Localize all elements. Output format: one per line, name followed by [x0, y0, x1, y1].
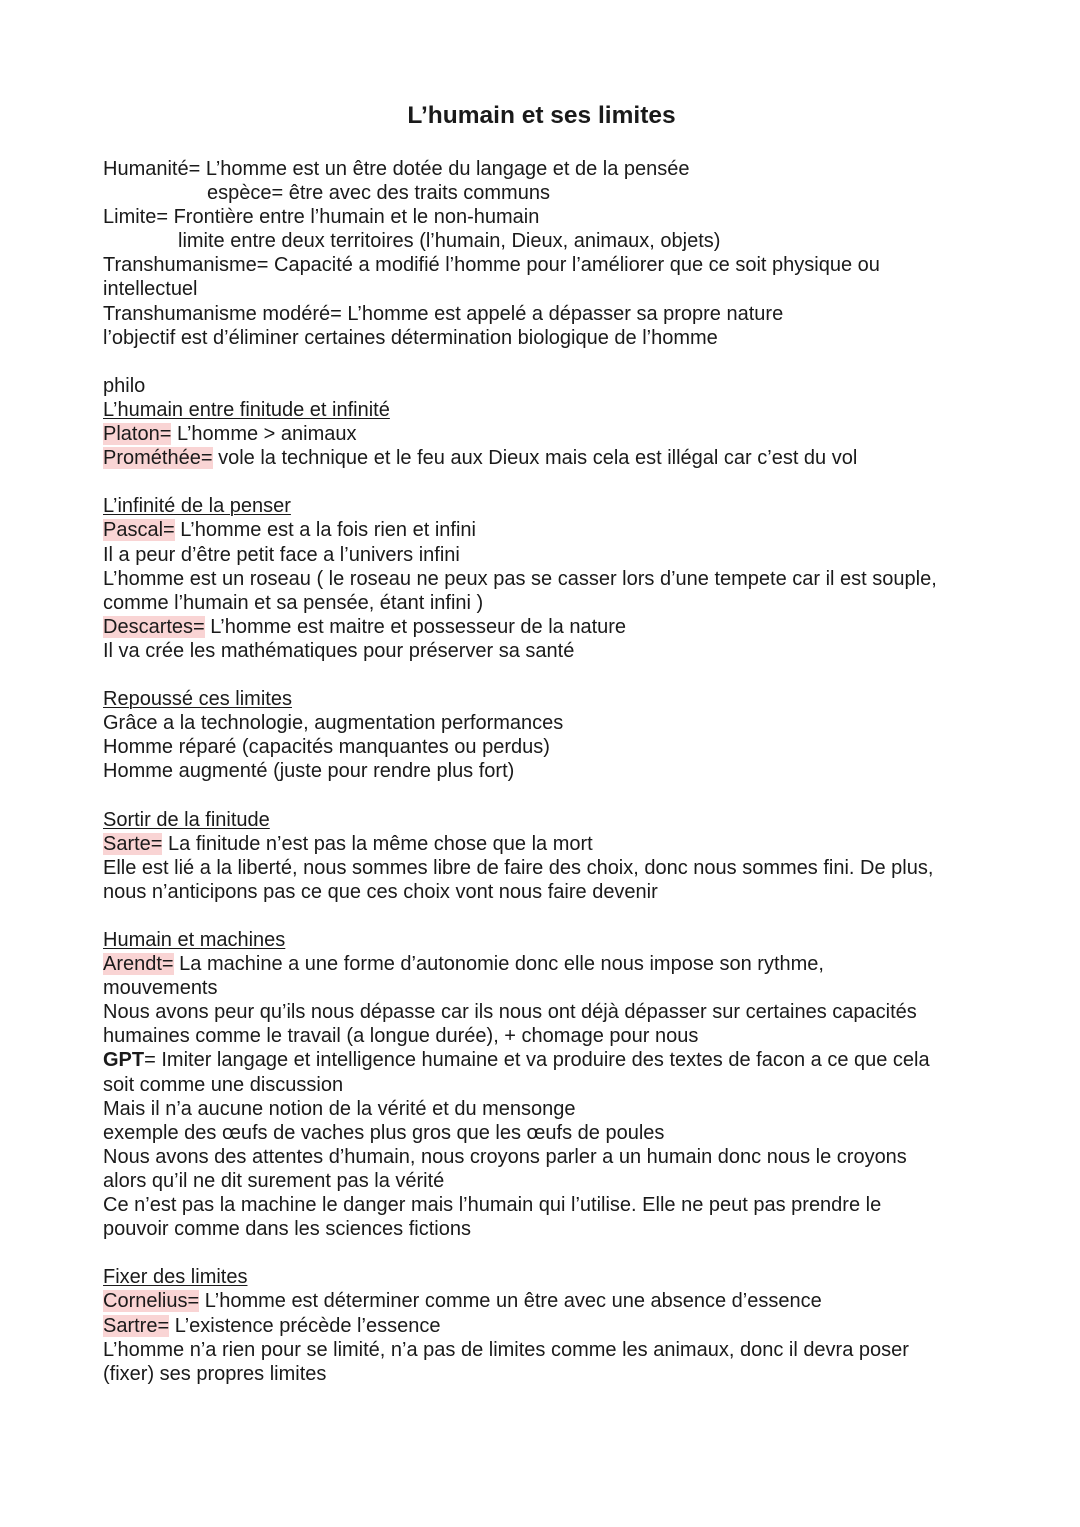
quote-descartes: Descartes= L’homme est maitre et possesseur de la nature	[103, 615, 627, 638]
text-line: soit comme une discussion	[103, 1073, 344, 1096]
author-highlight: Cornelius=	[103, 1290, 200, 1313]
text-line: Homme augmenté (juste pour rendre plus fort)	[103, 760, 515, 783]
text-line: L’homme n’a rien pour se limité, n’a pas de limites comme les animaux, donc il devra poser	[103, 1338, 909, 1361]
text-line: Ce n’est pas la machine le danger mais l’humain qui l’utilise. Elle ne peut pas prendre le	[103, 1194, 882, 1217]
definition-objectif: l’objectif est d’éliminer certaines détermination biologique de l’homme	[103, 326, 718, 349]
author-highlight: Arendt=	[103, 953, 174, 976]
quote-arendt: Arendt= La machine a une forme d’autonomie donc elle nous impose son rythme,	[103, 953, 824, 976]
author-highlight: Prométhée=	[103, 447, 213, 470]
quote-sarte: Sarte= La finitude n’est pas la même chose que la mort	[103, 832, 593, 855]
gpt-bold-label: GPT	[103, 1049, 145, 1072]
author-highlight: Platon=	[103, 423, 172, 446]
text-line: Il a peur d’être petit face a l’univers infini	[103, 543, 460, 566]
spacer	[103, 470, 980, 494]
spacer	[103, 783, 980, 807]
author-highlight: Sarte=	[103, 832, 163, 855]
definition-limite: Limite= Frontière entre l’humain et le non-humain	[103, 206, 540, 229]
page-title: L’humain et ses limites	[407, 102, 676, 129]
text-line: humaines comme le travail (a longue durée), + chomage pour nous	[103, 1025, 699, 1048]
definition-espece: espèce= être avec des traits communs	[207, 182, 550, 205]
quote-cornelius: Cornelius= L’homme est déterminer comme un être avec une absence d’essence	[103, 1290, 822, 1313]
quote-gpt: GPT= Imiter langage et intelligence humaine et va produire des textes de facon a ce que cela	[103, 1049, 930, 1072]
text-line: Il va crée les mathématiques pour préserver sa santé	[103, 639, 575, 662]
section-heading-infinite-thought: L’infinité de la penser	[103, 495, 291, 518]
text-line: Homme réparé (capacités manquantes ou perdus)	[103, 736, 550, 759]
section-heading-fix-limits: Fixer des limites	[103, 1266, 248, 1289]
text-line: mouvements	[103, 977, 218, 1000]
section-heading-finitude-infinite: L’humain entre finitude et infinité	[103, 398, 390, 421]
quote-sartre: Sartre= L’existence précède l’essence	[103, 1314, 441, 1337]
spacer	[103, 1241, 980, 1265]
text-line: (fixer) ses propres limites	[103, 1362, 327, 1385]
text-line: comme l’humain et sa pensée, étant infini )	[103, 591, 484, 614]
quote-platon: Platon= L’homme > animaux	[103, 423, 357, 446]
spacer	[103, 904, 980, 928]
text-line: nous n’anticipons pas ce que ces choix vont nous faire devenir	[103, 880, 658, 903]
definition-transhumanisme-cont: intellectuel	[103, 278, 198, 301]
section-heading-exit-finitude: Sortir de la finitude	[103, 808, 270, 831]
definition-transhumanisme-modere: Transhumanisme modéré= L’homme est appelé a dépasser sa propre nature	[103, 302, 784, 325]
text-line: L’homme est un roseau ( le roseau ne peux pas se casser lors d’une tempete car il est souple,	[103, 567, 937, 590]
author-highlight: Pascal=	[103, 519, 175, 542]
section-heading-push-limits: Repoussé ces limites	[103, 688, 292, 711]
section-heading-human-machines: Humain et machines	[103, 929, 286, 951]
definition-transhumanisme: Transhumanisme= Capacité a modifié l’homme pour l’améliorer que ce soit physique ou	[103, 254, 880, 277]
text-line: Mais il n’a aucune notion de la vérité et du mensonge	[103, 1097, 576, 1120]
definition-limite-sub: limite entre deux territoires (l’humain, Dieux, animaux, objets)	[178, 230, 721, 253]
spacer	[103, 350, 980, 374]
text-line: Nous avons des attentes d’humain, nous croyons parler a un humain donc nous le croyons	[103, 1145, 907, 1168]
text-line: Elle est lié a la liberté, nous sommes libre de faire des choix, donc nous sommes fini. De plus,	[103, 856, 934, 879]
text-line: Nous avons peur qu’ils nous dépasse car ils nous ont déjà dépasser sur certaines capacités	[103, 1001, 917, 1024]
text-line: alors qu’il ne dit surement pas la vérité	[103, 1169, 445, 1192]
definition-humanite: Humanité= L’homme est un être dotée du langage et de la pensée	[103, 158, 690, 180]
quote-promethee: Prométhée= vole la technique et le feu aux Dieux mais cela est illégal car c’est du vol	[103, 447, 858, 470]
author-highlight: Sartre=	[103, 1314, 170, 1337]
quote-pascal: Pascal= L’homme est a la fois rien et infini	[103, 519, 476, 542]
author-highlight: Descartes=	[103, 615, 205, 638]
text-line: pouvoir comme dans les sciences fictions	[103, 1218, 471, 1241]
text-line: Grâce a la technologie, augmentation performances	[103, 712, 564, 735]
section-label-philo: philo	[103, 374, 146, 397]
text-line: exemple des œufs de vaches plus gros que les œufs de poules	[103, 1121, 665, 1144]
spacer	[103, 663, 980, 687]
